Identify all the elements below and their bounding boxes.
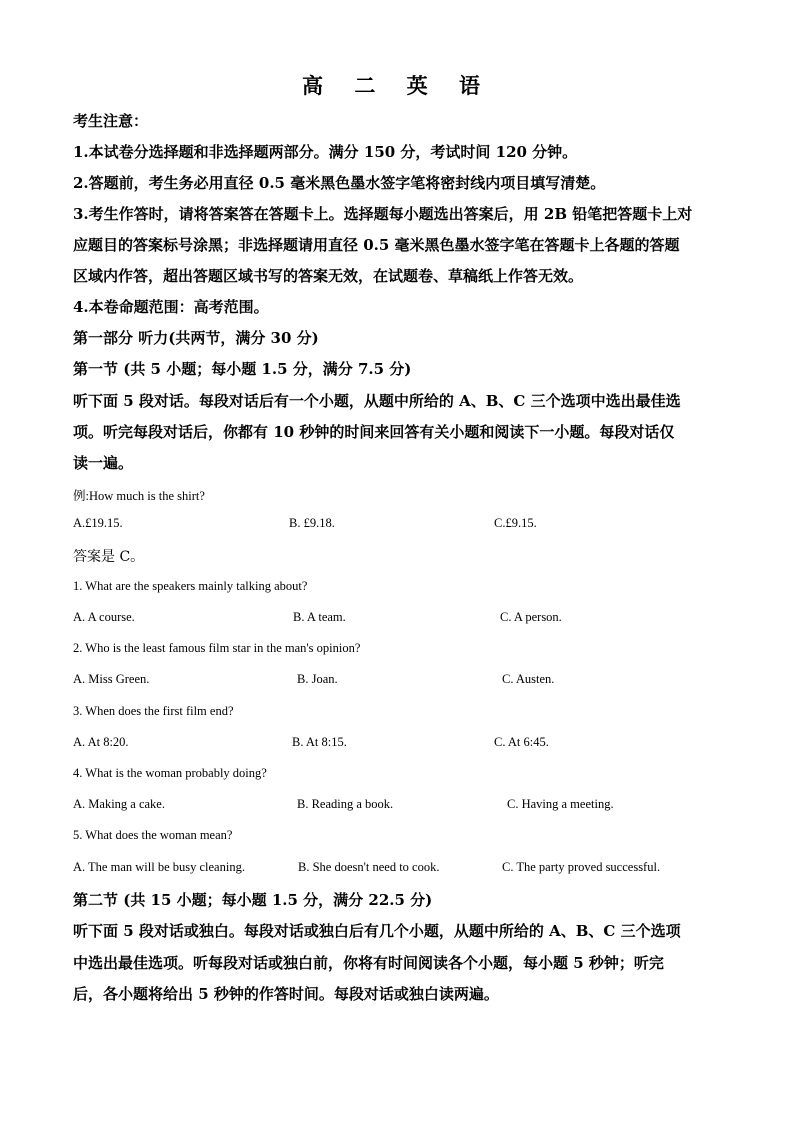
notice-item-2: 2.答题前，考生务必用直径 0.5 毫米黑色墨水签字笔将密封线内项目填写清楚。 (73, 174, 606, 192)
q4-option-c: C. Having a meeting. (507, 797, 614, 811)
q1-option-a: A. A course. (73, 610, 135, 624)
section1-instruction-line-3: 读一遍。 (73, 454, 134, 472)
q2-option-c: C. Austen. (502, 672, 555, 686)
part1-heading: 第一部分 听力(共两节，满分 30 分) (73, 329, 319, 347)
section2-instruction-line-1: 听下面 5 段对话或独白。每段对话或独白后有几个小题，从题中所给的 A、B、C 三个选项 (73, 922, 681, 940)
notice-heading: 考生注意： (73, 112, 149, 130)
notice-item-3-line-2: 应题目的答案标号涂黑；非选择题请用直径 0.5 毫米黑色墨水签字笔在答题卡上各题的答题 (73, 236, 680, 254)
question-5: 5. What does the woman mean? (73, 828, 233, 842)
q3-option-b: B. At 8:15. (292, 735, 347, 749)
q5-option-a: A. The man will be busy cleaning. (73, 860, 245, 874)
q4-option-a: A. Making a cake. (73, 797, 165, 811)
question-3-options (0, 735, 794, 755)
question-5-options (0, 860, 794, 880)
section1-instruction-line-1: 听下面 5 段对话。每段对话后有一个小题，从题中所给的 A、B、C 三个选项中选出最佳选 (73, 392, 681, 410)
question-1: 1. What are the speakers mainly talking about? (73, 579, 308, 593)
section2-instruction-line-2: 中选出最佳选项。听每段对话或独白前，你将有时间阅读各个小题，每小题 5 秒钟；听完 (73, 954, 664, 972)
notice-item-3-line-3: 区域内作答，超出答题区域书写的答案无效，在试题卷、草稿纸上作答无效。 (73, 267, 584, 285)
notice-item-4: 4.本卷命题范围：高考范围。 (73, 298, 269, 316)
example-option-b: B. £9.18. (289, 516, 335, 530)
section2-heading: 第二节 (共 15 小题；每小题 1.5 分，满分 22.5 分) (73, 891, 433, 909)
question-3: 3. When does the first film end? (73, 704, 234, 718)
q2-option-a: A. Miss Green. (73, 672, 150, 686)
q1-option-c: C. A person. (500, 610, 562, 624)
question-4: 4. What is the woman probably doing? (73, 766, 267, 780)
q1-option-b: B. A team. (293, 610, 346, 624)
question-4-options (0, 797, 794, 817)
question-2-options (0, 672, 794, 692)
page-title: 高 二 英 语 (302, 73, 492, 98)
question-1-options (0, 610, 794, 630)
q3-option-a: A. At 8:20. (73, 735, 129, 749)
section1-heading: 第一节 (共 5 小题；每小题 1.5 分，满分 7.5 分) (73, 360, 412, 378)
notice-item-3-line-1: 3.考生作答时，请将答案答在答题卡上。选择题每小题选出答案后，用 2B 铅笔把答题卡上对 (73, 205, 693, 223)
q5-option-b: B. She doesn't need to cook. (298, 860, 440, 874)
q2-option-b: B. Joan. (297, 672, 338, 686)
q3-option-c: C. At 6:45. (494, 735, 549, 749)
example-question: 例:How much is the shirt? (73, 489, 205, 503)
example-option-c: C.£9.15. (494, 516, 537, 530)
section2-instruction-line-3: 后，各小题将给出 5 秒钟的作答时间。每段对话或独白读两遍。 (73, 985, 499, 1003)
q4-option-b: B. Reading a book. (297, 797, 394, 811)
question-2: 2. Who is the least famous film star in the man's opinion? (73, 641, 361, 655)
notice-item-1: 1.本试卷分选择题和非选择题两部分。满分 150 分，考试时间 120 分钟。 (73, 143, 578, 161)
section1-instruction-line-2: 项。听完每段对话后，你都有 10 秒钟的时间来回答有关小题和阅读下一小题。每段对话仅 (73, 423, 675, 441)
example-answer: 答案是 C。 (73, 549, 145, 565)
example-option-a: A.£19.15. (73, 516, 123, 530)
example-options (0, 516, 794, 536)
q5-option-c: C. The party proved successful. (502, 860, 661, 874)
